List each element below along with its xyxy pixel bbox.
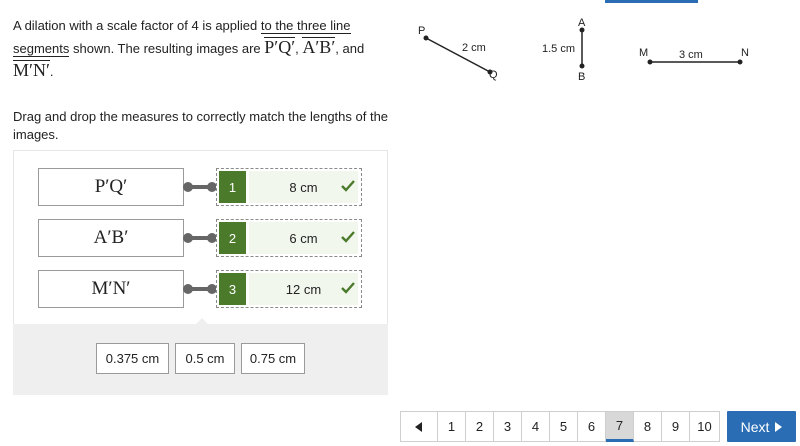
page-button-5[interactable]: 5	[550, 411, 578, 442]
ab-length-label: 1.5 cm	[542, 43, 576, 55]
point-p-label: P	[418, 25, 426, 37]
point-m-label: M	[639, 47, 649, 59]
drop-target-1[interactable]	[216, 168, 362, 206]
question-underlined-1: to the three line	[260, 18, 351, 33]
point-b-label: B	[578, 71, 586, 83]
question-underlined-2: segments	[13, 41, 70, 56]
check-icon	[341, 180, 355, 192]
page-button-2[interactable]: 2	[466, 411, 494, 442]
match-label-2: A′B′	[38, 219, 184, 257]
page-button-3[interactable]: 3	[494, 411, 522, 442]
triangle-right-icon	[775, 422, 782, 432]
match-label-1: P′Q′	[38, 168, 184, 206]
drop-target-3[interactable]	[216, 270, 362, 308]
triangle-left-icon	[415, 422, 423, 432]
drop-target-2[interactable]	[216, 219, 362, 257]
segment-mn-prime: M′N′	[13, 60, 50, 80]
segment-ab-prime: A′B′	[302, 37, 336, 57]
target-number-2: 2	[219, 222, 246, 254]
page-button-8[interactable]: 8	[634, 411, 662, 442]
point-n-label: N	[741, 47, 749, 59]
question-end: .	[49, 64, 54, 79]
page-button-1[interactable]: 1	[438, 411, 466, 442]
target-number-1: 1	[219, 171, 246, 203]
pq-length-label: 2 cm	[462, 42, 486, 54]
target-number-3: 3	[219, 273, 246, 305]
instruction-text: Drag and drop the measures to correctly match the lengths of the images.	[13, 109, 389, 142]
question-pre: A dilation with a scale factor of 4 is applied	[13, 18, 261, 33]
match-label-3: M′N′	[38, 270, 184, 308]
match-row-1	[38, 168, 363, 206]
segment-figures	[410, 10, 790, 90]
next-button[interactable]	[727, 411, 796, 442]
measure-chip-2[interactable]: 0.5 cm	[175, 343, 235, 374]
connector-icon	[182, 232, 218, 244]
dropped-value-text-3: 12 cm	[285, 281, 322, 297]
page-button-9[interactable]: 9	[662, 411, 690, 442]
page-button-7[interactable]: 7	[606, 411, 634, 442]
page-button-6[interactable]: 6	[578, 411, 606, 442]
segment-pq-prime: P′Q′	[264, 37, 296, 57]
tray-notch	[195, 318, 209, 325]
dropped-value-text-1: 8 cm	[289, 179, 318, 195]
measure-chip-3[interactable]: 0.75 cm	[241, 343, 305, 374]
check-icon	[341, 231, 355, 243]
point-q-label: Q	[489, 69, 498, 81]
measure-chip-1[interactable]: 0.375 cm	[96, 343, 169, 374]
active-tab-indicator	[605, 0, 698, 3]
dropped-value-text-2: 6 cm	[289, 230, 318, 246]
match-row-3	[38, 270, 363, 308]
question-and: , and	[335, 41, 365, 56]
point-a-label: A	[578, 17, 586, 29]
question-text	[13, 14, 393, 83]
mn-length-label: 3 cm	[679, 49, 703, 61]
prev-page-button[interactable]	[400, 411, 438, 442]
page-button-4[interactable]: 4	[522, 411, 550, 442]
question-comma: ,	[295, 41, 303, 56]
page-button-10[interactable]: 10	[690, 411, 720, 442]
connector-icon	[182, 283, 218, 295]
match-row-2	[38, 219, 363, 257]
question-mid: shown. The resulting images are	[69, 41, 265, 56]
check-icon	[341, 282, 355, 294]
pagination	[400, 411, 720, 442]
connector-icon	[182, 181, 218, 193]
next-button-label: Next	[740, 418, 770, 435]
